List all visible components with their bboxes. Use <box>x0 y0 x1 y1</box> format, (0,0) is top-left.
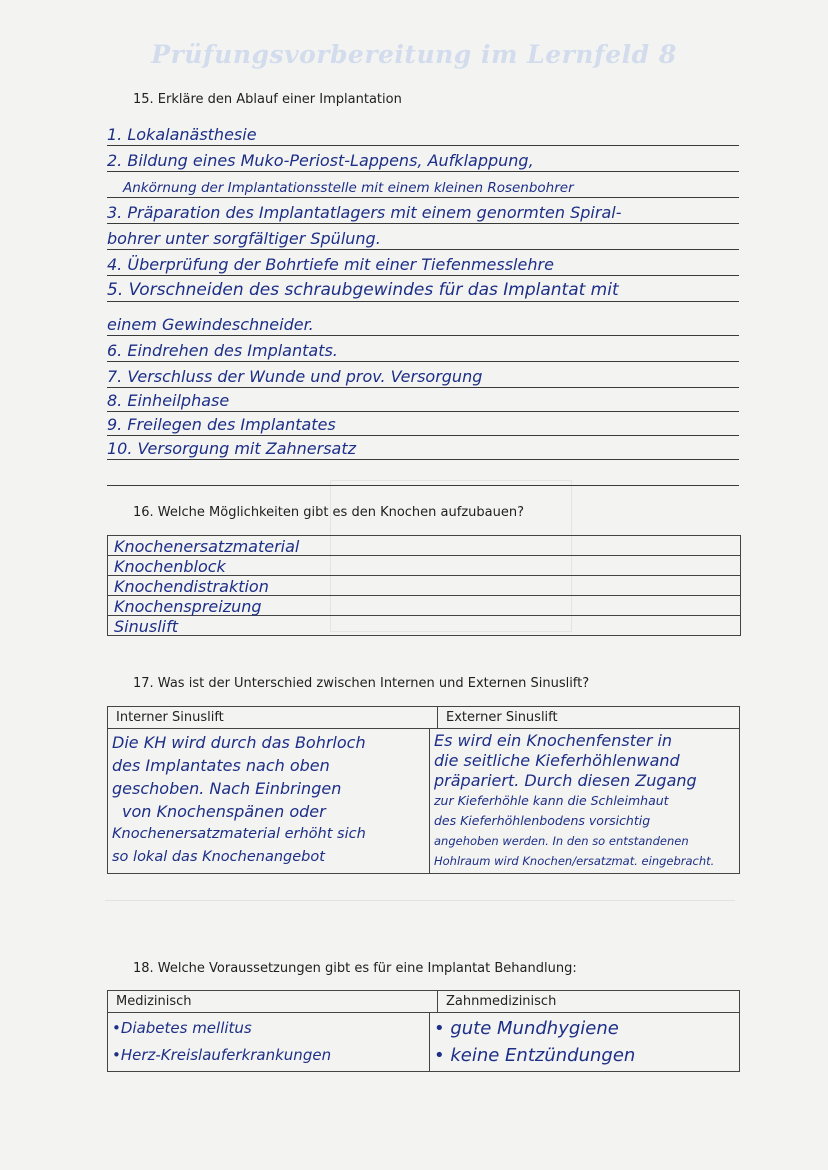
q18-col-medical: Medizinisch <box>108 991 438 1012</box>
q17-internal-line: geschoben. Nach Einbringen <box>112 779 342 798</box>
q18-dental-line: • keine Entzündungen <box>434 1045 636 1066</box>
q15-line-6[interactable] <box>107 251 739 276</box>
q17-col-internal: Interner Sinuslift <box>108 707 438 728</box>
q17-col-external: Externer Sinuslift <box>446 710 558 725</box>
q17-external-line: Es wird ein Knochenfenster in <box>434 731 673 750</box>
q15-line-4[interactable] <box>107 199 739 224</box>
q15-line-10[interactable] <box>107 363 739 388</box>
q17-internal-line: Die KH wird durch das Bohrloch <box>112 733 366 752</box>
q15-line-text: 3. Präparation des Implantatlagers mit einem genormten Spiral- <box>107 203 622 222</box>
q18-medical-answer[interactable] <box>108 1013 430 1071</box>
q15-line-13[interactable] <box>107 435 739 460</box>
q15-line-text: 10. Versorgung mit Zahnersatz <box>107 439 357 458</box>
q17-internal-line: des Implantates nach oben <box>112 756 330 775</box>
q17-internal-answer[interactable] <box>108 729 430 873</box>
q15-line-text: 2. Bildung eines Muko-Periost-Lappens, Aufklappung, <box>107 151 534 170</box>
q16-question: 16. Welche Möglichkeiten gibt es den Knochen aufzubauen? <box>133 505 524 520</box>
q15-line-text: 1. Lokalanästhesie <box>107 125 257 144</box>
q15-line-5[interactable] <box>107 225 739 250</box>
q15-line-9[interactable] <box>107 337 739 362</box>
q17-external-line: präpariert. Durch diesen Zugang <box>434 771 697 790</box>
q16-row-3[interactable] <box>108 576 740 596</box>
q15-line-text: 6. Eindrehen des Implantats. <box>107 341 338 360</box>
q16-answer: Knochendistraktion <box>114 577 269 596</box>
q15-line-14[interactable] <box>107 461 739 486</box>
q15-line-11[interactable] <box>107 387 739 412</box>
q15-line-text: 4. Überprüfung der Bohrtiefe mit einer Tiefenmesslehre <box>107 255 554 274</box>
q18-table-header <box>108 991 739 1013</box>
q17-table-header <box>108 707 739 729</box>
page-header: Prüfungsvorbereitung im Lernfeld 8 <box>151 40 677 69</box>
q16-row-5[interactable] <box>108 616 740 635</box>
q15-line-2[interactable] <box>107 147 739 172</box>
q17-internal-line: von Knochenspänen oder <box>122 802 326 821</box>
q15-line-text: 9. Freilegen des Implantates <box>107 415 336 434</box>
q18-question: 18. Welche Voraussetzungen gibt es für eine Implantat Behandlung: <box>133 961 577 976</box>
q15-line-12[interactable] <box>107 411 739 436</box>
q17-question: 17. Was ist der Unterschied zwischen Internen und Externen Sinuslift? <box>133 676 590 691</box>
q18-medical-line: •Diabetes mellitus <box>112 1019 252 1037</box>
q18-table <box>107 990 740 1072</box>
q16-answer: Knochenblock <box>114 557 226 576</box>
q15-line-text: 8. Einheilphase <box>107 391 230 410</box>
q15-line-8[interactable] <box>107 311 739 336</box>
q16-answer: Sinuslift <box>114 617 179 636</box>
q17-external-line: des Kieferhöhlenbodens vorsichtig <box>434 813 651 828</box>
q17-external-line: Hohlraum wird Knochen/ersatzmat. eingebracht. <box>434 854 715 868</box>
q16-answer-table <box>107 535 741 636</box>
q18-medical-line: •Herz-Kreislauferkrankungen <box>112 1046 332 1064</box>
q16-row-4[interactable] <box>108 596 740 616</box>
q16-row-2[interactable] <box>108 556 740 576</box>
q17-external-answer[interactable] <box>430 729 739 873</box>
q17-external-line: zur Kieferhöhle kann die Schleimhaut <box>434 793 669 808</box>
q17-internal-line: so lokal das Knochenangebot <box>112 849 325 865</box>
q15-line-7[interactable] <box>107 277 739 302</box>
q15-line-3[interactable] <box>107 173 739 198</box>
q15-question: 15. Erkläre den Ablauf einer Implantation <box>133 92 402 107</box>
q16-answer: Knochenersatzmaterial <box>114 537 300 556</box>
q15-line-text: bohrer unter sorgfältiger Spülung. <box>107 229 381 248</box>
q15-line-text: 5. Vorschneiden des schraubgewindes für das Implantat mit <box>107 280 619 300</box>
q17-table <box>107 706 740 874</box>
q18-dental-line: • gute Mundhygiene <box>434 1018 619 1039</box>
q17-external-line: angehoben werden. In den so entstandenen <box>434 834 689 848</box>
q16-answer: Knochenspreizung <box>114 597 262 616</box>
q17-internal-line: Knochenersatzmaterial erhöht sich <box>112 826 366 842</box>
q15-line-text: 7. Verschluss der Wunde und prov. Versorgung <box>107 367 483 386</box>
q16-row-1[interactable] <box>108 536 740 556</box>
q17-external-line: die seitliche Kieferhöhlenwand <box>434 751 680 770</box>
q18-table-body <box>108 1013 739 1071</box>
q15-line-1[interactable] <box>107 121 739 146</box>
q15-line-text: einem Gewindeschneider. <box>107 315 314 334</box>
q15-line-text: Ankörnung der Implantationsstelle mit einem kleinen Rosenbohrer <box>123 180 574 196</box>
q17-table-body <box>108 729 739 873</box>
q18-dental-answer[interactable] <box>430 1013 739 1071</box>
q18-col-dental: Zahnmedizinisch <box>446 994 557 1009</box>
